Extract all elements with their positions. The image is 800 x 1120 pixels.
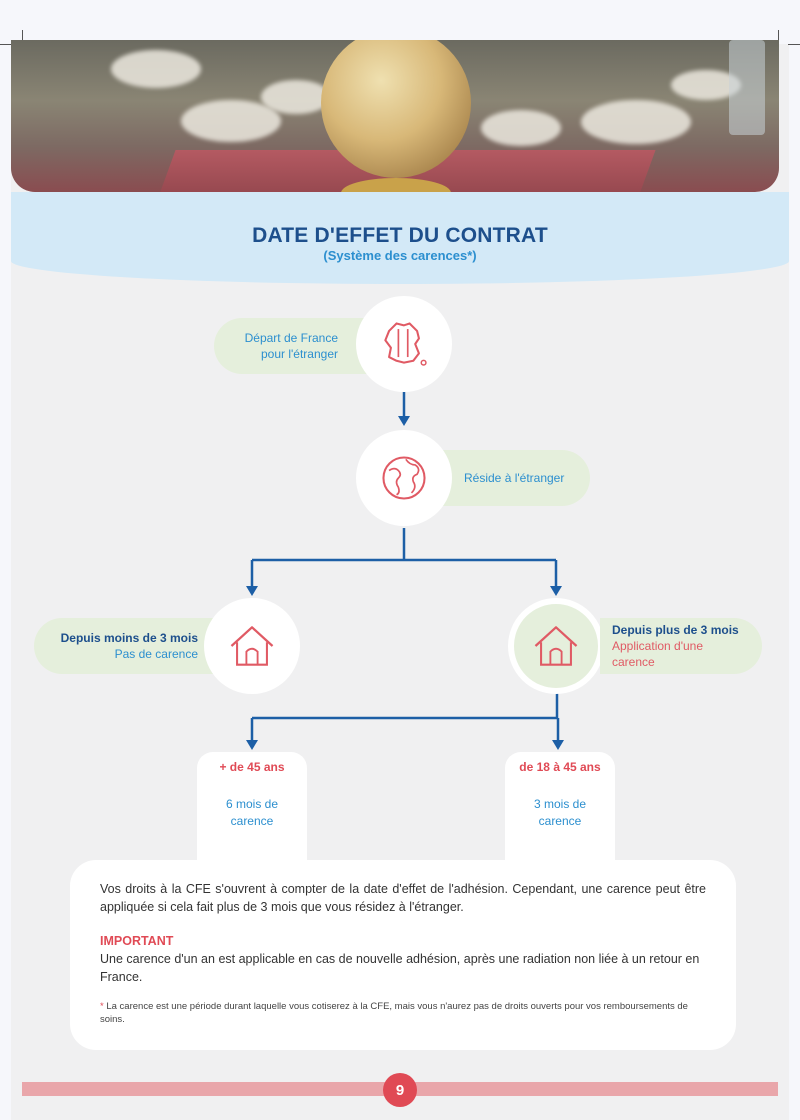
branch-right-subtitle-2: carence: [612, 655, 655, 669]
page-subtitle: (Système des carences*): [323, 248, 477, 263]
step-depart-line2: pour l'étranger: [260, 347, 338, 361]
branch-right-title: Depuis plus de 3 mois: [612, 623, 739, 637]
info-box: [70, 860, 736, 1050]
viewer-top-bar: [0, 0, 800, 36]
age-card-left-dur2: carence: [230, 814, 274, 828]
age-card-right-age: de 18 à 45 ans: [519, 760, 601, 774]
branch-left-circle: [204, 598, 300, 694]
age-card-right-dur1: 3 mois de: [533, 797, 587, 811]
info-main-text: Vos droits à la CFE s'ouvrent à compter de la date d'effet de l'adhésion. Cependant, une carence peut être appliquée si cela fait plus de 3 mois que vous résidez à l'étranger.: [100, 882, 706, 914]
step-reside-circle: [356, 430, 452, 526]
footnote-text: La carence est une période durant laquelle vous cotiserez à la CFE, mais vous n'aurez pas de droits ouverts pour vos remboursements de soins.: [100, 1001, 688, 1025]
branch-right-subtitle-1: Application d'une: [612, 639, 704, 653]
branch-left-title: Depuis moins de 3 mois: [60, 631, 198, 645]
age-card-left-dur1: 6 mois de: [225, 797, 279, 811]
age-card-right-dur2: carence: [538, 814, 582, 828]
crop-mark-right: [778, 30, 779, 40]
footnote-star: *: [100, 1001, 104, 1012]
important-text: Une carence d'un an est applicable en cas de nouvelle adhésion, après une radiation non liée à un retour en France.: [100, 952, 700, 984]
house-icon: [224, 618, 280, 674]
crop-mark-left: [22, 30, 23, 40]
step-depart-line1: Départ de France: [244, 331, 338, 345]
step-reside-label: Réside à l'étranger: [464, 471, 565, 485]
branch-right-pill: [600, 618, 762, 674]
branch-left-subtitle: Pas de carence: [114, 647, 198, 661]
france-map-icon: [376, 316, 432, 372]
important-label: IMPORTANT: [100, 934, 174, 948]
header-photo-globe: [11, 40, 779, 192]
house-icon: [528, 618, 584, 674]
step-depart-circle: [356, 296, 452, 392]
crop-mark-h-right: [788, 44, 800, 45]
footnote: [100, 1000, 706, 1026]
page-title: DATE D'EFFET DU CONTRAT: [252, 224, 548, 247]
globe-icon: [376, 450, 432, 506]
branch-right-circle: [508, 598, 604, 694]
page-number: 9: [383, 1073, 417, 1107]
age-card-left-age: + de 45 ans: [219, 760, 285, 774]
